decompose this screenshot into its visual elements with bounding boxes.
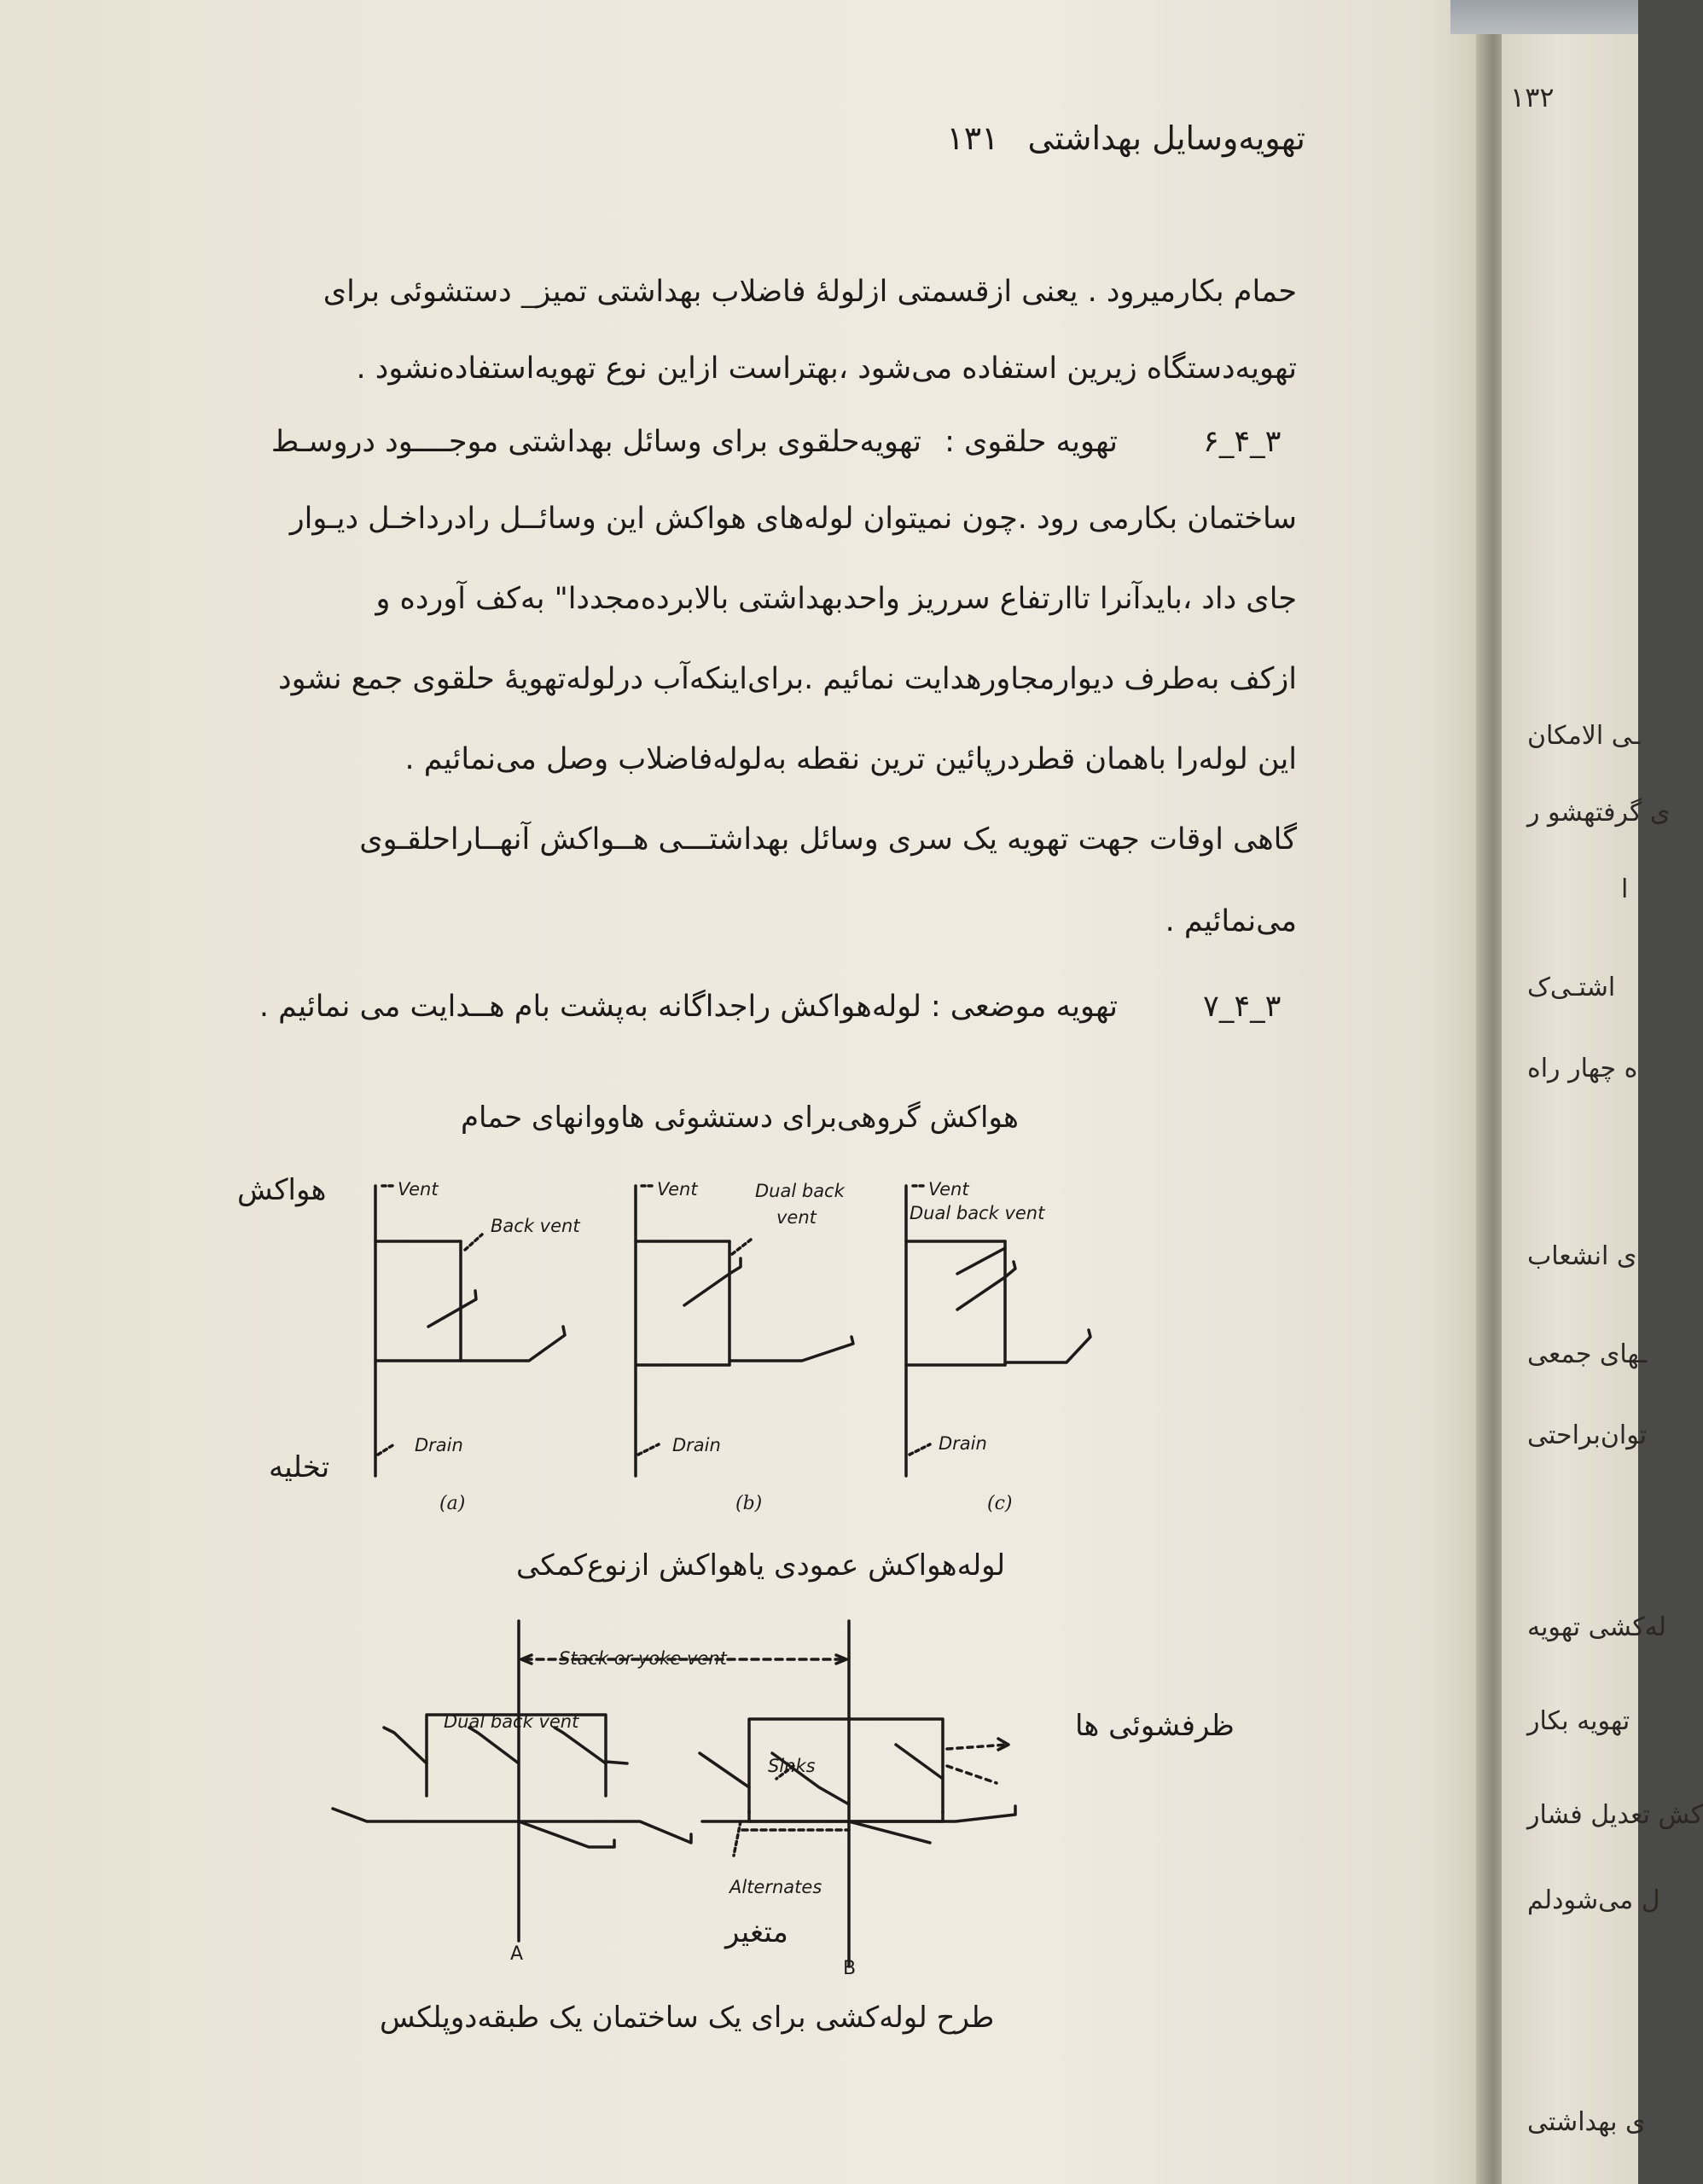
panel-c-sublabel: (c) (987, 1493, 1013, 1514)
panel-b-dual-back-label: Dual back (755, 1181, 845, 1201)
dual-back-vent-label: Dual back vent (444, 1711, 579, 1732)
next-page-fragment-8: توان‌براحتی (1527, 1420, 1648, 1450)
stack-a-label: A (510, 1943, 524, 1965)
panel-c-vent-label: Vent (928, 1179, 969, 1199)
intro-line-1: حمام بکارمیرود . یعنی ازقسمتی ازلوله‌ٔ فاضلاب بهداشتی تمیز_ دستشوئی برای (323, 275, 1297, 309)
intro-line-2: تهویه‌دستگاه زیرین استفاده می‌شود ،بهتراست ازاین نوع تهویه‌استفاده‌نشود . (356, 351, 1297, 386)
next-page-fragment-10: تهویه بکار (1527, 1706, 1630, 1736)
panel-c-dual-back-vent-label: Dual back vent (910, 1203, 1045, 1223)
page-number: ۱۳۱ (946, 119, 999, 157)
next-page-fragment-6: ی انشعاب (1527, 1241, 1637, 1271)
next-page-fragment-9: له‌کشی تهویه (1527, 1612, 1666, 1642)
next-page-fragment-7: ـهای جمعی (1527, 1339, 1648, 1369)
page-corner-shadow (1450, 0, 1638, 34)
next-page-fragment-3: ا (1621, 874, 1629, 904)
figure1-panel-b (589, 1173, 862, 1472)
next-page-fragment-13: ی بهداشتی (1527, 2107, 1646, 2137)
section-7-text: لوله‌هواکش راجداگانه به‌پشت بام هــدایت می نمائیم . (259, 990, 921, 1024)
panel-a-drain-label: Drain (415, 1435, 463, 1455)
section-6-line-5: این لوله‌را باهمان قطردرپائین ترین نقطه به‌لوله‌فاضلاب وصل می‌نمائیم . (404, 742, 1297, 776)
section-6-line-2: ساختمان بکارمی رود .چون نمیتوان لوله‌های هواکش این وسائــل رادرداخـل دیـوار (289, 502, 1297, 536)
sinks-label: Sinks (768, 1756, 816, 1776)
figure1-side-vent: هواکش (237, 1173, 327, 1207)
section-6-line-6: گاهی اوقات جهت تهویه یک سری وسائل بهداشتـــی هــواکش آنهــاراحلقـوی (359, 822, 1297, 857)
section-number-7: ۳_۴_۷ (1203, 990, 1282, 1024)
section-6-line-7: می‌نمائیم . (1165, 904, 1297, 938)
panel-b-drain-label: Drain (672, 1435, 721, 1455)
next-page-corner-mark: ۱۳۲ (1510, 81, 1555, 113)
section-6-line-3: جای داد ،بایدآنرا تاارتفاع سرریز واحدبهداشتی بالابرده‌مجددا" به‌کف آورده و (375, 582, 1297, 616)
next-page-fragment-4: اشتـی‌ک (1527, 973, 1616, 1002)
figure2-duplex-diagram (333, 1617, 1084, 1984)
figure2-bottom-caption: طرح لوله‌کشی برای یک ساختمان یک طبقه‌دوپلکس (380, 2001, 995, 2035)
stack-b-label: B (843, 1958, 857, 1979)
panel-a-sublabel: (a) (439, 1493, 466, 1514)
figure2-variable-label: متغیر (725, 1915, 788, 1949)
next-page-fragment-2: ی گرفتهشو ر (1527, 798, 1671, 828)
figure2-caption: لوله‌هواکش عمودی یاهواکش ازنوع‌کمکی (516, 1548, 1006, 1583)
section-6-line-1: تهویه‌حلقوی برای وسائل بهداشتی موجــــود دروسـط (270, 425, 921, 459)
figure1-side-drain: تخلیه (269, 1450, 330, 1484)
panel-b-vent2-label: vent (776, 1207, 817, 1228)
panel-a-back-vent-label: Back vent (491, 1216, 580, 1236)
panel-a-vent-label: Vent (398, 1179, 439, 1199)
section-title-7: تهویه موضعی : (930, 990, 1118, 1024)
stack-or-yoke-vent-label: Stack or yoke vent (559, 1648, 727, 1669)
next-page-fragment-11: کش تعدیل فشار (1527, 1800, 1703, 1830)
panel-b-sublabel: (b) (735, 1493, 763, 1514)
next-page-fragment-12: ل می‌شود‌لم (1527, 1885, 1660, 1915)
next-page-fragment-5: ه چهار راه (1527, 1054, 1638, 1083)
next-page-fragment-1: ـی الامکان (1527, 721, 1641, 751)
next-page-edge (1502, 0, 1638, 2184)
alternates-label: Alternates (729, 1877, 822, 1897)
section-number-6: ۳_۴_۶ (1203, 425, 1282, 459)
page-header (904, 119, 1305, 157)
section-title-6: تهویه حلقوی : (944, 425, 1118, 459)
figure1-caption: هواکش گروهی‌برای دستشوئی هاووانهای حمام (461, 1101, 1019, 1135)
panel-c-drain-label: Drain (939, 1433, 987, 1454)
section-6-line-4: ازکف به‌طرف دیوارمجاورهدایت نمائیم .برای‌اینکه‌آب درلوله‌تهویه‌ٔ حلقوی جمع نشود (278, 662, 1297, 696)
panel-b-vent-label: Vent (657, 1179, 698, 1199)
figure2-side-sinks: ظرفشوئی ها (1075, 1709, 1235, 1743)
header-title: تهویه‌وسایل بهداشتی (1027, 119, 1305, 157)
